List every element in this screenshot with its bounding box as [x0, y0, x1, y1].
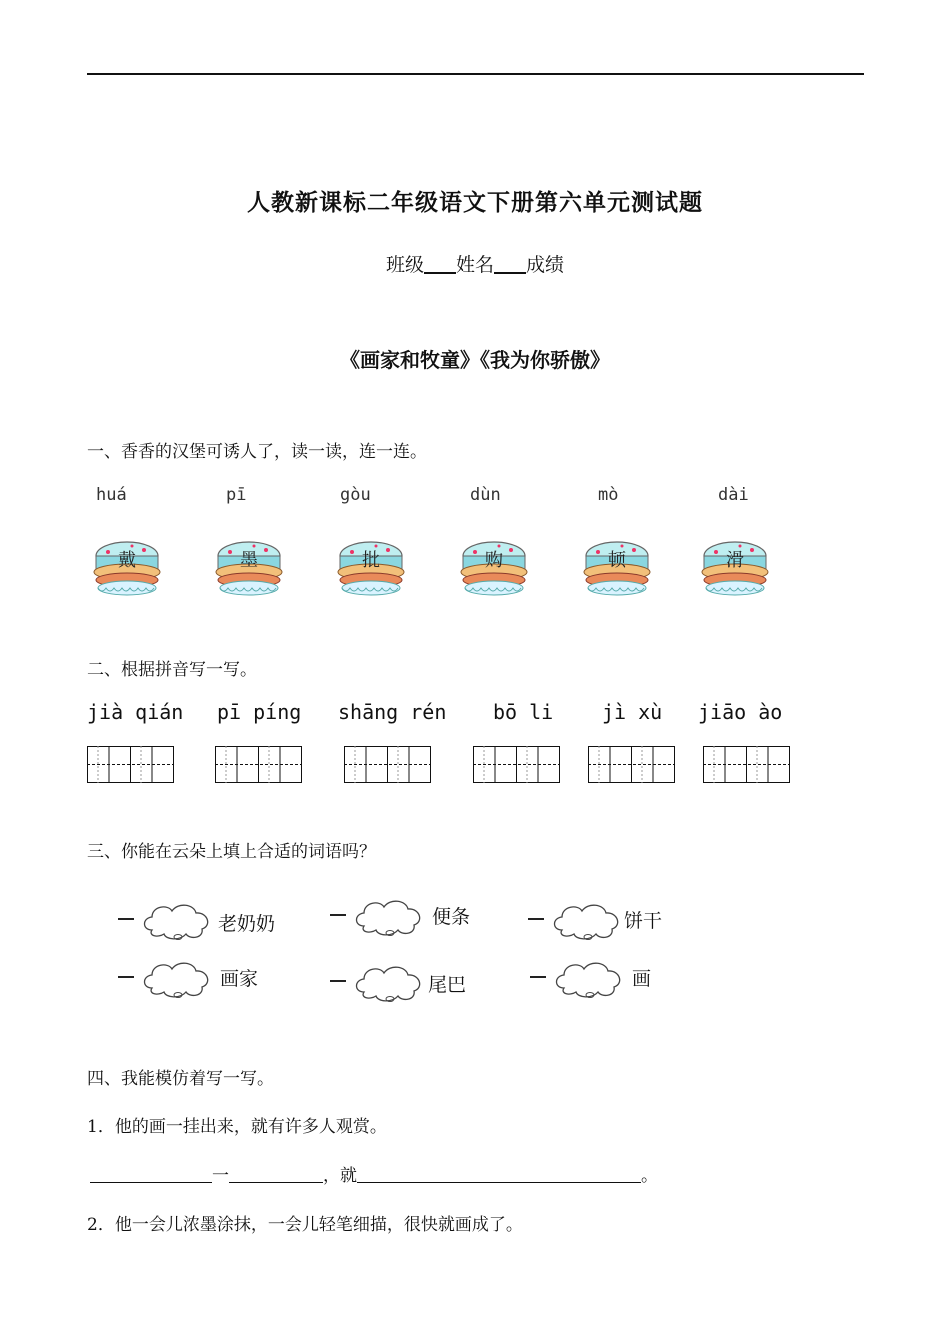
blank-2[interactable] — [229, 1164, 323, 1183]
blank-1[interactable] — [90, 1164, 212, 1183]
s2-pinyin: jiāo ào — [698, 700, 783, 724]
dash-one — [330, 980, 346, 982]
dash-one — [330, 914, 346, 916]
s1-pinyin: huá — [96, 485, 127, 505]
hamburger-cake[interactable] — [582, 538, 652, 602]
class-label: 班级 — [385, 254, 424, 276]
cloud-icon — [552, 958, 628, 1002]
writing-grid[interactable] — [473, 746, 560, 783]
top-rule — [87, 73, 864, 75]
cloud-word: 画家 — [220, 968, 259, 990]
dash-one — [118, 918, 134, 920]
cloud-icon — [352, 962, 428, 1006]
score-label: 成绩 — [526, 254, 565, 276]
fill-end: 。 — [641, 1166, 658, 1186]
s2-pinyin: jì xù — [602, 700, 663, 724]
section3-heading: 三、你能在云朵上填上合适的词语吗？ — [87, 842, 376, 862]
s2-pinyin: jià qián — [87, 700, 184, 724]
blank-3[interactable] — [357, 1164, 641, 1183]
writing-grid[interactable] — [215, 746, 302, 783]
s1-pinyin: dài — [718, 485, 749, 505]
s1-pinyin: dùn — [470, 485, 501, 505]
cake-char: 批 — [362, 550, 380, 571]
cake-char: 戴 — [118, 550, 136, 571]
s1-pinyin: mò — [598, 485, 619, 505]
cloud-fill-item[interactable] — [118, 958, 278, 1002]
name-label: 姓名 — [455, 254, 494, 276]
hamburger-cake[interactable] — [700, 538, 770, 602]
student-info-line — [0, 250, 950, 277]
s1-pinyin: gòu — [340, 485, 371, 505]
writing-grid[interactable] — [703, 746, 790, 783]
cloud-fill-item[interactable] — [530, 958, 670, 1002]
hamburger-cake[interactable] — [459, 538, 529, 602]
section4-heading: 四、我能模仿着写一写。 — [87, 1069, 274, 1089]
cake-char: 滑 — [726, 550, 744, 571]
fill-jiu: ，就 — [323, 1166, 357, 1186]
cloud-fill-item[interactable] — [528, 900, 678, 944]
cake-char: 购 — [485, 550, 503, 571]
dash-one — [530, 976, 546, 978]
cloud-fill-item[interactable] — [330, 896, 490, 940]
hamburger-cake[interactable] — [336, 538, 406, 602]
exercise-item-1: 1．他的画一挂出来，就有许多人观赏。 — [87, 1117, 387, 1137]
fill-mid: 一 — [212, 1166, 229, 1186]
dash-one — [118, 976, 134, 978]
section2-heading: 二、根据拼音写一写。 — [87, 660, 257, 680]
cloud-word: 便条 — [432, 906, 471, 928]
s2-pinyin: shāng rén — [338, 700, 447, 724]
s2-pinyin: bō li — [493, 700, 554, 724]
cloud-word: 尾巴 — [428, 974, 467, 996]
class-blank[interactable] — [424, 252, 456, 274]
cloud-word: 老奶奶 — [218, 913, 276, 935]
lesson-subtitle: 《画家和牧童》《我为你骄傲》 — [340, 348, 610, 372]
cloud-fill-item[interactable] — [330, 962, 490, 1006]
cloud-word: 饼干 — [624, 910, 663, 932]
hamburger-cake[interactable] — [214, 538, 284, 602]
s2-pinyin: pī píng — [217, 700, 302, 724]
hamburger-cake[interactable] — [92, 538, 162, 602]
section1-heading: 一、香香的汉堡可诱人了，读一读，连一连。 — [87, 442, 427, 462]
writing-grid[interactable] — [87, 746, 174, 783]
exercise-item-2: 2．他一会儿浓墨涂抹，一会儿轻笔细描，很快就画成了。 — [87, 1215, 523, 1235]
cloud-word: 画 — [632, 968, 652, 990]
dash-one — [528, 918, 544, 920]
cloud-icon — [140, 900, 216, 944]
writing-grid[interactable] — [588, 746, 675, 783]
imitation-fill-line — [90, 1161, 658, 1186]
s1-pinyin: pī — [226, 485, 247, 505]
cake-char: 顿 — [608, 550, 626, 571]
cloud-fill-item[interactable] — [118, 900, 298, 944]
cake-char: 墨 — [240, 550, 258, 571]
cloud-icon — [140, 958, 216, 1002]
name-blank[interactable] — [494, 252, 526, 274]
cloud-icon — [352, 896, 428, 940]
writing-grid[interactable] — [344, 746, 431, 783]
page-title: 人教新课标二年级语文下册第六单元测试题 — [247, 189, 703, 216]
cloud-icon — [550, 900, 626, 944]
